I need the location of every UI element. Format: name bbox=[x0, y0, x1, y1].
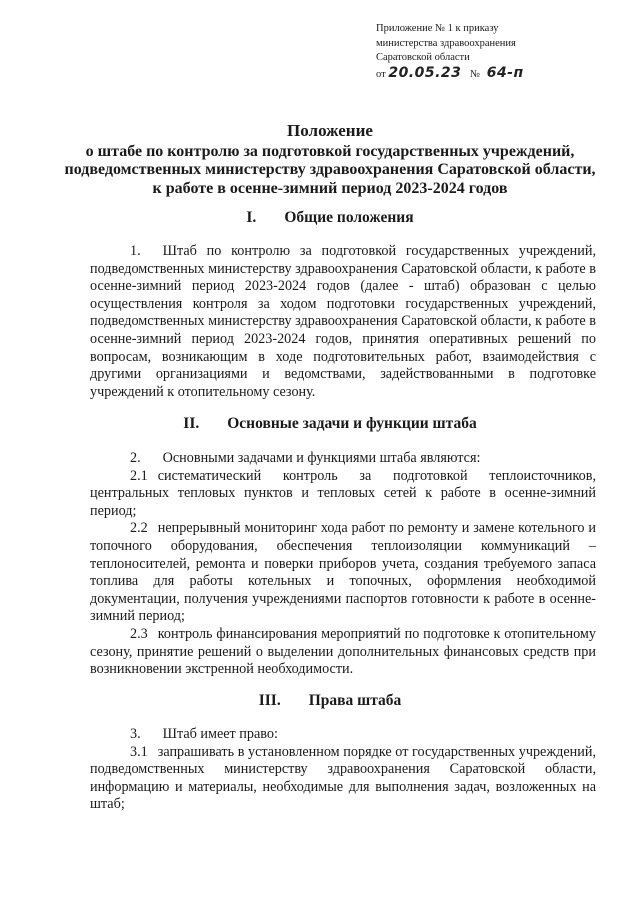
paragraph-3-1 bbox=[90, 744, 596, 814]
paragraph-2-3-number: 2.3 bbox=[130, 625, 148, 642]
paragraph-3-1-text: запрашивать в установленном порядке от государственных учреждений, подведомственных министерству здравоохранения Саратовской области, информацию и материалы, необходимые для выполнения задач, возложенных на штаб; bbox=[90, 743, 596, 813]
annex-date-handwritten: 20.05.23 bbox=[388, 64, 462, 81]
section-1-heading bbox=[60, 209, 600, 227]
section-3-title: Права штаба bbox=[308, 692, 402, 709]
paragraph-1-number: 1. bbox=[130, 243, 141, 259]
annex-line-2: министерства здравоохранения bbox=[376, 37, 516, 49]
paragraph-2-1 bbox=[90, 468, 596, 521]
title-subtitle: о штабе по контролю за подготовкой государственных учреждений, подведомственных министерству здравоохранения Саратовской области, к работе в осенне-зимний период 2023-2024 годов bbox=[64, 142, 596, 197]
annex-date-prefix: от bbox=[376, 68, 386, 80]
section-3-number: III. bbox=[258, 692, 281, 709]
title-main: Положение bbox=[287, 121, 373, 140]
annex-line-3: Саратовской области bbox=[376, 52, 470, 63]
paragraph-2 bbox=[90, 450, 596, 468]
paragraph-2-2 bbox=[90, 520, 596, 626]
section-3-heading bbox=[60, 692, 600, 710]
paragraph-2-2-number: 2.2 bbox=[130, 520, 148, 537]
paragraph-3-number: 3. bbox=[130, 726, 141, 742]
annex-number-handwritten: 64-п bbox=[486, 64, 524, 81]
annex-stamp bbox=[376, 22, 616, 82]
section-1-title: Общие положения bbox=[284, 209, 414, 226]
annex-date-line bbox=[376, 66, 616, 83]
annex-number-prefix: № bbox=[470, 68, 481, 80]
paragraph-2-1-text: систематический контроль за подготовкой теплоисточников, центральных тепловых пунктов и тепловых сетей к работе в осенне-зимний период; bbox=[90, 467, 596, 519]
document-title bbox=[60, 122, 600, 198]
section-2-body bbox=[90, 450, 596, 679]
section-2-title: Основные задачи и функции штаба bbox=[227, 415, 477, 432]
paragraph-2-text: Основными задачами и функциями штаба являются: bbox=[162, 450, 481, 466]
paragraph-2-2-text: непрерывный мониторинг хода работ по ремонту и замене котельного и топочного оборудования, обеспечения теплоизоляции коммуникаций – теплоносителей, ремонта и поверки приборов учета, создания требуемого запаса топлива для работы котельных и топочных, оформления необходимой документации, получения учреждениями паспортов готовности к работе в осенне-зимний период; bbox=[90, 520, 596, 625]
paragraph-2-1-number: 2.1 bbox=[130, 467, 148, 484]
section-1-number: I. bbox=[246, 209, 257, 226]
section-2-number: II. bbox=[183, 415, 200, 432]
section-2-heading bbox=[60, 415, 600, 433]
section-1-body bbox=[90, 243, 596, 401]
paragraph-2-3 bbox=[90, 626, 596, 679]
paragraph-3-text: Штаб имеет право: bbox=[162, 726, 278, 742]
paragraph-2-3-text: контроль финансирования мероприятий по подготовке к отопительному сезону, принятие решений о выделении дополнительных финансовых средств при возникновении экстренной необходимости. bbox=[90, 625, 596, 678]
section-3-body bbox=[90, 726, 596, 814]
annex-line-1: Приложение № 1 к приказу bbox=[376, 23, 499, 34]
paragraph-2-number: 2. bbox=[130, 450, 141, 466]
paragraph-1-text: Штаб по контролю за подготовкой государственных учреждений, подведомственных министерству здравоохранения Саратовской области, к работе в осенне-зимний период 2023-2024 годов (далее - штаб) образован с целью осуществления контроля за ходом подготовки государственных учреждений, подведомственных министерству здравоохранения Саратовской области, к работе в осенне-зимний период 2023-2024 годов, принятия оперативных решений по вопросам, возникающим в ходе подготовительных работ, взаимодействия с другими организациями и ведомствами, задействованными в подготовке учреждений к отопительному сезону. bbox=[90, 243, 596, 400]
paragraph-1 bbox=[90, 243, 596, 401]
paragraph-3-1-number: 3.1 bbox=[130, 743, 148, 760]
paragraph-3 bbox=[90, 726, 596, 744]
